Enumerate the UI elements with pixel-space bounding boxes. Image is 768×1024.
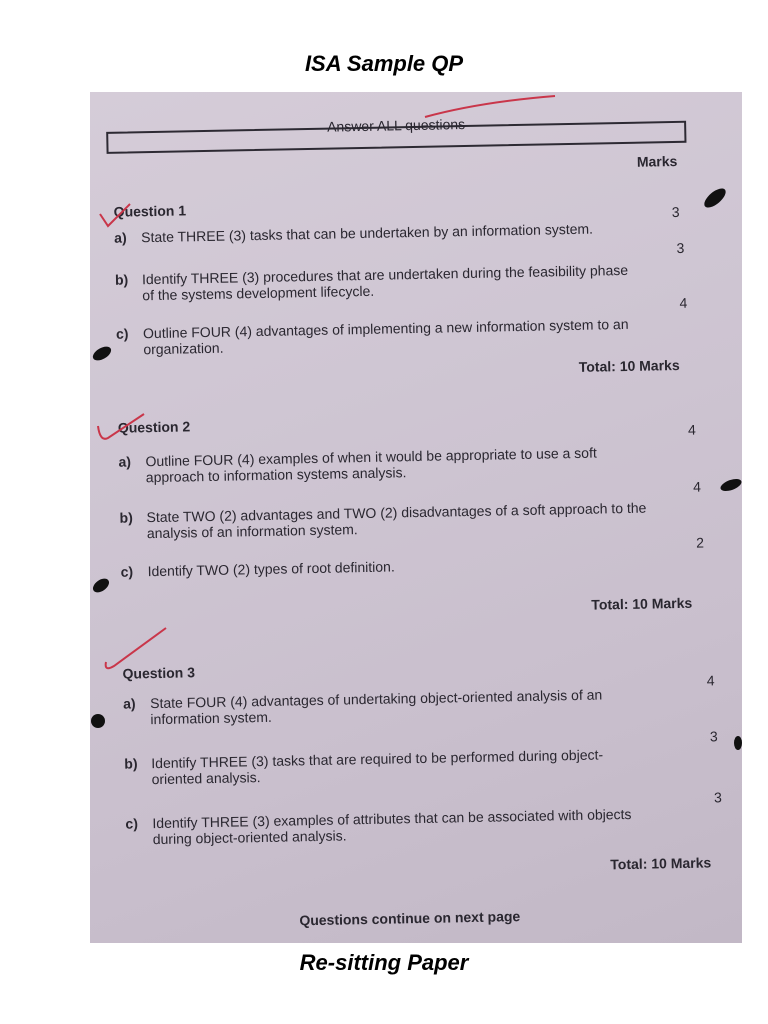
item-label: a)	[123, 695, 136, 712]
exam-paper	[90, 92, 742, 943]
question-1-item-a-marks: 3	[671, 203, 680, 221]
continue-note: Questions continue on next page	[299, 908, 521, 929]
question-2-total: Total: 10 Marks	[591, 594, 693, 613]
question-3-item-c	[125, 805, 645, 848]
document-footer: Re-sitting Paper	[299, 950, 469, 975]
instruction-text: Answer ALL questions	[326, 116, 466, 135]
ink-mark	[734, 736, 742, 750]
item-text: Identify THREE (3) examples of attributes that can be associated with objects during object-oriented analysis.	[152, 805, 632, 848]
question-3-item-a	[123, 686, 643, 728]
item-label: c)	[125, 815, 139, 832]
question-3-item-b	[124, 746, 644, 788]
item-text: Identify THREE (3) tasks that are required to be performed during object-oriented analysis.	[151, 746, 604, 788]
question-3-item-b-marks: 3	[709, 728, 718, 745]
red-tick-q1	[96, 200, 136, 230]
question-2-item-b-marks: 4	[692, 478, 702, 495]
question-2-item-a-marks: 4	[687, 421, 696, 438]
item-label: a)	[114, 229, 127, 246]
red-tick-q2	[94, 408, 150, 444]
question-3-heading: Question 3	[122, 664, 196, 682]
instruction-box	[106, 116, 686, 154]
question-2-item-a	[118, 444, 638, 486]
item-text: State FOUR (4) advantages of undertaking object-oriented analysis of an information system.	[149, 686, 603, 728]
item-text: Outline FOUR (4) advantages of implementing a new information system to an organization.	[142, 315, 629, 358]
question-1-item-b	[114, 261, 635, 304]
item-label: b)	[114, 271, 129, 288]
item-label: a)	[118, 453, 132, 470]
question-1-item-c-marks: 4	[679, 294, 688, 311]
question-2-item-b	[119, 499, 647, 542]
item-label: c)	[120, 563, 134, 580]
item-text: Identify TWO (2) types of root definition.	[147, 558, 395, 580]
document-title: ISA Sample QP	[304, 51, 464, 76]
item-text: Identify THREE (3) procedures that are undertaken during the feasibility phase of the systems development lifecycle.	[141, 261, 629, 304]
item-label: b)	[119, 509, 133, 526]
question-2-item-c	[120, 554, 640, 580]
question-1-item-a	[114, 220, 634, 246]
item-label: b)	[124, 755, 138, 772]
marks-heading: Marks	[636, 152, 678, 170]
exam-paper-photo	[90, 92, 742, 943]
question-1-heading: Question 1	[113, 202, 187, 220]
question-3-item-c-marks: 3	[713, 789, 723, 806]
item-label: c)	[115, 325, 129, 342]
ink-mark	[91, 714, 105, 728]
question-2-heading: Question 2	[117, 418, 191, 436]
question-1-item-b-marks: 3	[676, 239, 685, 256]
question-3-item-a-marks: 4	[706, 672, 715, 689]
red-tick-q3	[100, 622, 170, 672]
question-3-total: Total: 10 Marks	[610, 854, 712, 873]
question-1-item-c	[115, 315, 636, 358]
question-1-total: Total: 10 Marks	[578, 356, 680, 375]
item-text: Outline FOUR (4) examples of when it would be appropriate to use a soft approach to information systems analysis.	[145, 444, 597, 486]
question-2-item-c-marks: 2	[696, 534, 705, 551]
item-text: State TWO (2) advantages and TWO (2) disadvantages of a soft approach to the analysis of an information system.	[146, 499, 647, 542]
item-text: State THREE (3) tasks that can be undertaken by an information system.	[141, 220, 594, 246]
